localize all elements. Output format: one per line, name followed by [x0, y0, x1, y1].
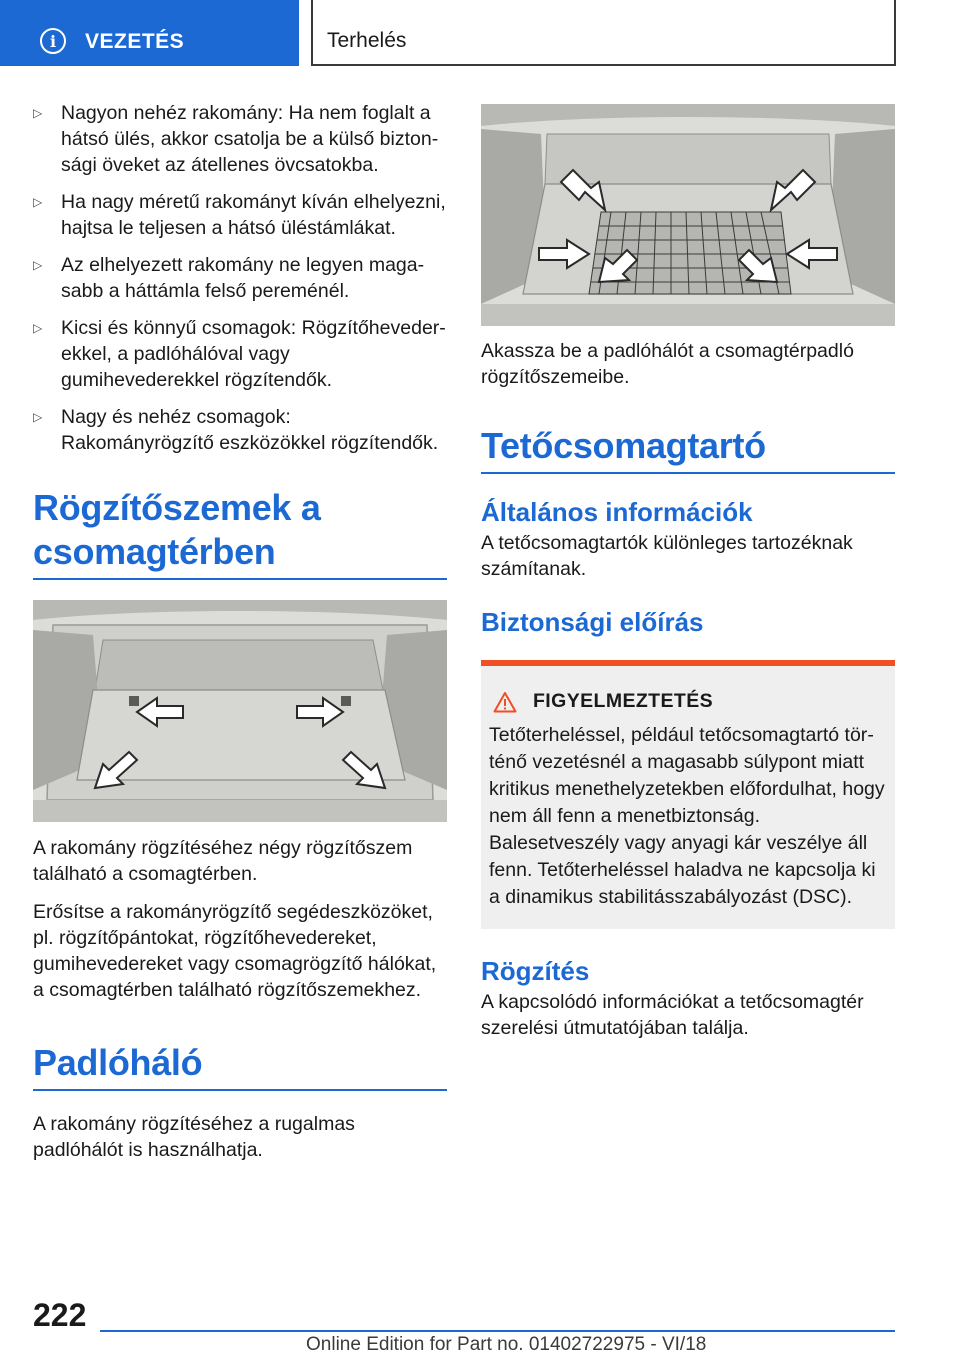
- section-rule: [33, 1089, 447, 1091]
- info-icon: [40, 28, 66, 54]
- list-item: [33, 315, 447, 393]
- tie-downs-text: Erősítse a rakományrögzítő segédeszközöket, pl. rögzítőpántokat, rögzítőhevedereket, gumihevedereket vagy csomagrögzítő hálókat, a csomagtérben található rögzítőszemekhez.: [33, 901, 437, 1001]
- subtitle-safety: Biztonsági előírás: [481, 607, 704, 637]
- section-rule: [33, 578, 447, 580]
- triangle-bullet-icon: ▷: [33, 195, 43, 209]
- floor-net-caption: Akassza be a padlóhálót a csomagtérpadló rögzítőszemeibe.: [481, 340, 854, 388]
- warning-header: [493, 690, 887, 713]
- footer-rule: [100, 1330, 895, 1332]
- tie-downs-caption: A rakomány rögzítéséhez négy rögzítőszem található a csomagtérben.: [33, 837, 413, 885]
- warning-triangle-icon: [493, 691, 517, 713]
- floor-net-image: [481, 104, 895, 326]
- trunk-tie-down-image: [33, 600, 447, 822]
- warning-text: Tetőterheléssel, például tetőcsomagtartó történő vezetésnél a magasabb súlypont miatt kritikus menethelyzetekben előfordulhat, hogy nem áll fenn a menetbiztonság. Balesetveszély vagy anyagi kár veszélye áll fenn. Tetőterheléssel haladva ne kapcsolja ki a dinamikus stabilitásszabályozást (DSC).: [489, 724, 885, 908]
- chapter-tab-label: VEZETÉS: [85, 30, 185, 53]
- triangle-bullet-icon: ▷: [33, 410, 43, 424]
- left-column: [33, 100, 447, 1163]
- section-title-tie-downs: Rögzítőszemek a csomagtérben: [33, 487, 321, 572]
- triangle-bullet-icon: ▷: [33, 106, 43, 120]
- floor-net-text: A rakomány rögzítéséhez a rugalmas padlóhálót is használhatja.: [33, 1113, 355, 1161]
- footer-edition: Online Edition for Part no. 01402722975 - VI/18: [306, 1334, 707, 1355]
- bullet-text: Nagyon nehéz rakomány: Ha nem foglalt a hátsó ülés, akkor csatolja be a külső biztonsági öveket az átellenes övcsatokba.: [61, 102, 439, 176]
- warning-title: FIGYELMEZTETÉS: [533, 690, 714, 712]
- subtitle-general-info: Általános információk: [481, 497, 753, 527]
- triangle-bullet-icon: ▷: [33, 258, 43, 272]
- chapter-tab[interactable]: [0, 0, 299, 66]
- section-rule: [481, 472, 895, 474]
- list-item: [33, 189, 447, 241]
- bullet-text: Nagy és nehéz csomagok: Rakományrögzítő eszközökkel rögzítendők.: [61, 406, 439, 454]
- mounting-text: A kapcsolódó információkat a tetőcsomagtér szerelési útmutatójában találja.: [481, 991, 864, 1039]
- list-item: [33, 252, 447, 304]
- bullet-text: Az elhelyezett rakomány ne legyen magasabb a háttámla felső pereménél.: [61, 254, 425, 302]
- section-title-roof-rack: Tetőcsomagtartó: [481, 425, 766, 466]
- info-icon-glyph: i: [49, 31, 57, 51]
- general-info-text: A tetőcsomagtartók különleges tartozéknak számítanak.: [481, 532, 853, 580]
- triangle-bullet-icon: ▷: [33, 321, 43, 335]
- bullet-list: [33, 100, 447, 456]
- list-item: [33, 404, 447, 456]
- list-item: [33, 100, 447, 178]
- section-title-floor-net: Padlóháló: [33, 1042, 203, 1083]
- chapter-title: Terhelés: [327, 29, 407, 52]
- page-number: 222: [33, 1297, 87, 1333]
- bullet-text: Kicsi és könnyű csomagok: Rögzítőhevederekkel, a padlóhálóval vagy gumihevederekkel rögzítendők.: [61, 317, 446, 391]
- bullet-text: Ha nagy méretű rakományt kíván elhelyezni, hajtsa le teljesen a hátsó üléstámlákat.: [61, 191, 446, 239]
- warning-box: [481, 660, 895, 929]
- chapter-header: [311, 0, 896, 66]
- right-column: [481, 104, 895, 1041]
- subtitle-mounting: Rögzítés: [481, 956, 590, 986]
